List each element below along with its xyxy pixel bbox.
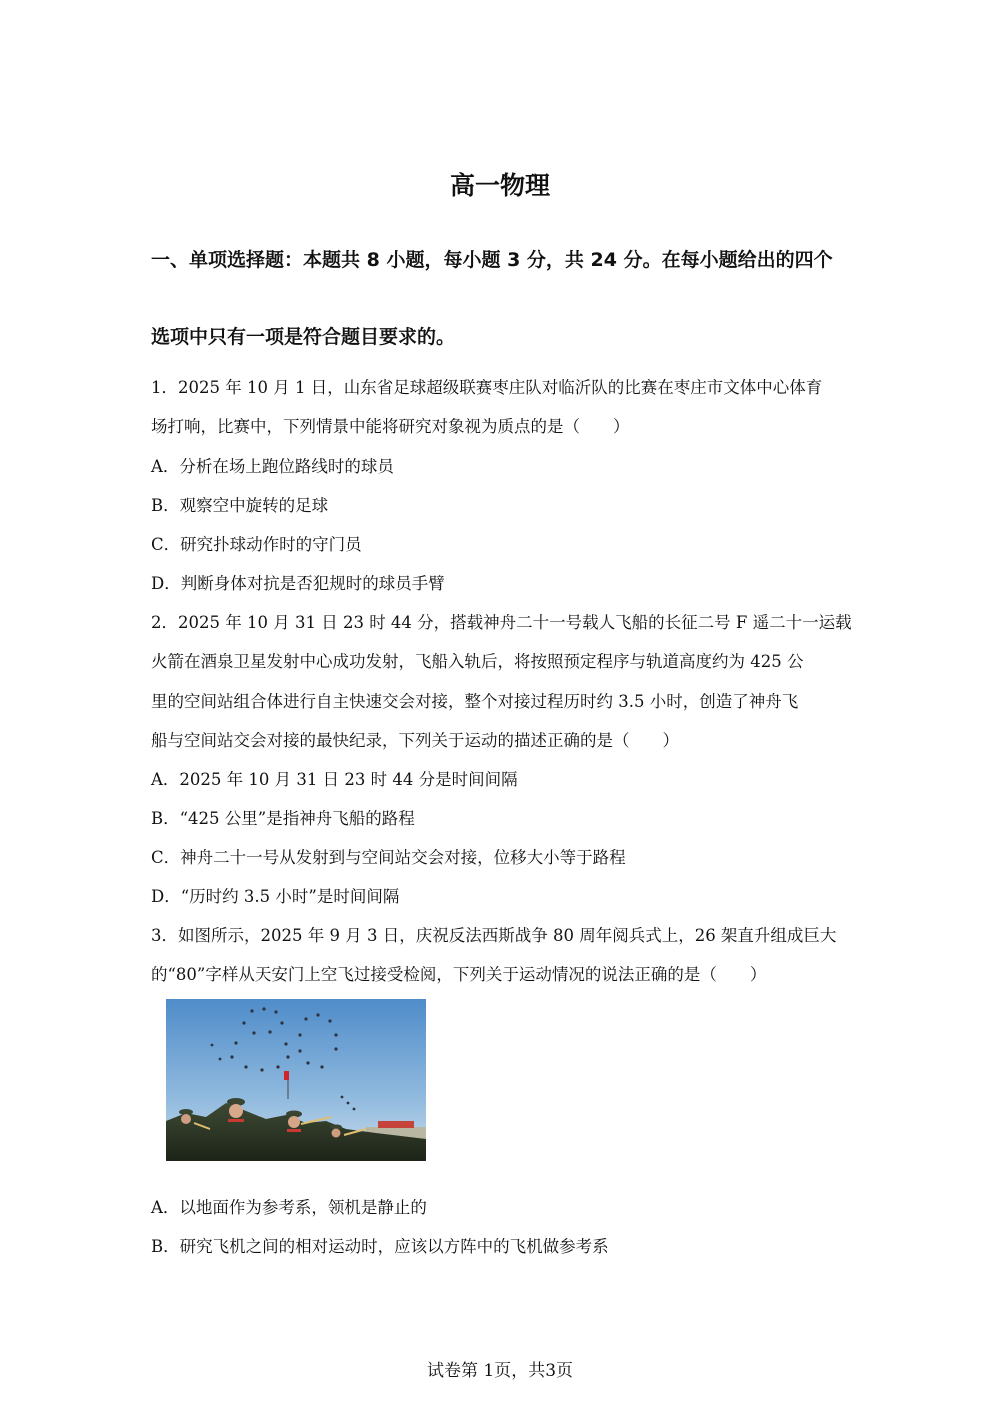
q2-stem-line-2: 火箭在酒泉卫星发射中心成功发射，飞船入轨后，将按照预定程序与轨道高度约为 425 公 [151, 652, 804, 671]
q2-option-c: C．神舟二十一号从发射到与空间站交会对接，位移大小等于路程 [151, 848, 626, 867]
q3-option-b: B．研究飞机之间的相对运动时，应该以方阵中的飞机做参考系 [151, 1237, 609, 1256]
section-heading-line-1: 一、单项选择题：本题共 8 小题，每小题 3 分，共 24 分。在每小题给出的四个 [151, 249, 833, 271]
q2-stem-line-1: 2．2025 年 10 月 31 日 23 时 44 分，搭载神舟二十一号载人飞船的长征二号 F 遥二十一运载 [151, 613, 852, 632]
q1-option-a: A．分析在场上跑位路线时的球员 [151, 457, 394, 476]
q1-option-c: C．研究扑球动作时的守门员 [151, 535, 362, 554]
q3-stem-line-1: 3．如图所示，2025 年 9 月 3 日，庆祝反法西斯战争 80 周年阅兵式上，26 架直升组成巨大 [151, 926, 837, 945]
q3-option-a: A．以地面作为参考系，领机是静止的 [151, 1198, 427, 1217]
q1-option-b: B．观察空中旋转的足球 [151, 496, 329, 515]
q1-option-d: D．判断身体对抗是否犯规时的球员手臂 [151, 574, 445, 593]
q2-option-a: A．2025 年 10 月 31 日 23 时 44 分是时间间隔 [151, 770, 518, 789]
q2-option-d: D．“历时约 3.5 小时”是时间间隔 [151, 887, 400, 906]
q2-option-b: B．“425 公里”是指神舟飞船的路程 [151, 809, 415, 828]
q3-stem-line-2: 的“80”字样从天安门上空飞过接受检阅，下列关于运动情况的说法正确的是（ ） [151, 965, 767, 984]
q2-stem-line-4: 船与空间站交会对接的最快纪录，下列关于运动的描述正确的是（ ） [151, 731, 679, 750]
q1-stem-line-2: 场打响，比赛中，下列情景中能将研究对象视为质点的是（ ） [151, 417, 630, 436]
page-footer: 试卷第 1页，共3页 [426, 1361, 574, 1381]
page-title: 高一物理 [449, 171, 550, 200]
section-heading-line-2: 选项中只有一项是符合题目要求的。 [151, 326, 456, 348]
parade-photo [166, 999, 426, 1161]
q1-stem-line-1: 1．2025 年 10 月 1 日，山东省足球超级联赛枣庄队对临沂队的比赛在枣庄市文体中心体育 [151, 378, 823, 397]
q2-stem-line-3: 里的空间站组合体进行自主快速交会对接，整个对接过程历时约 3.5 小时，创造了神舟飞 [151, 692, 799, 711]
